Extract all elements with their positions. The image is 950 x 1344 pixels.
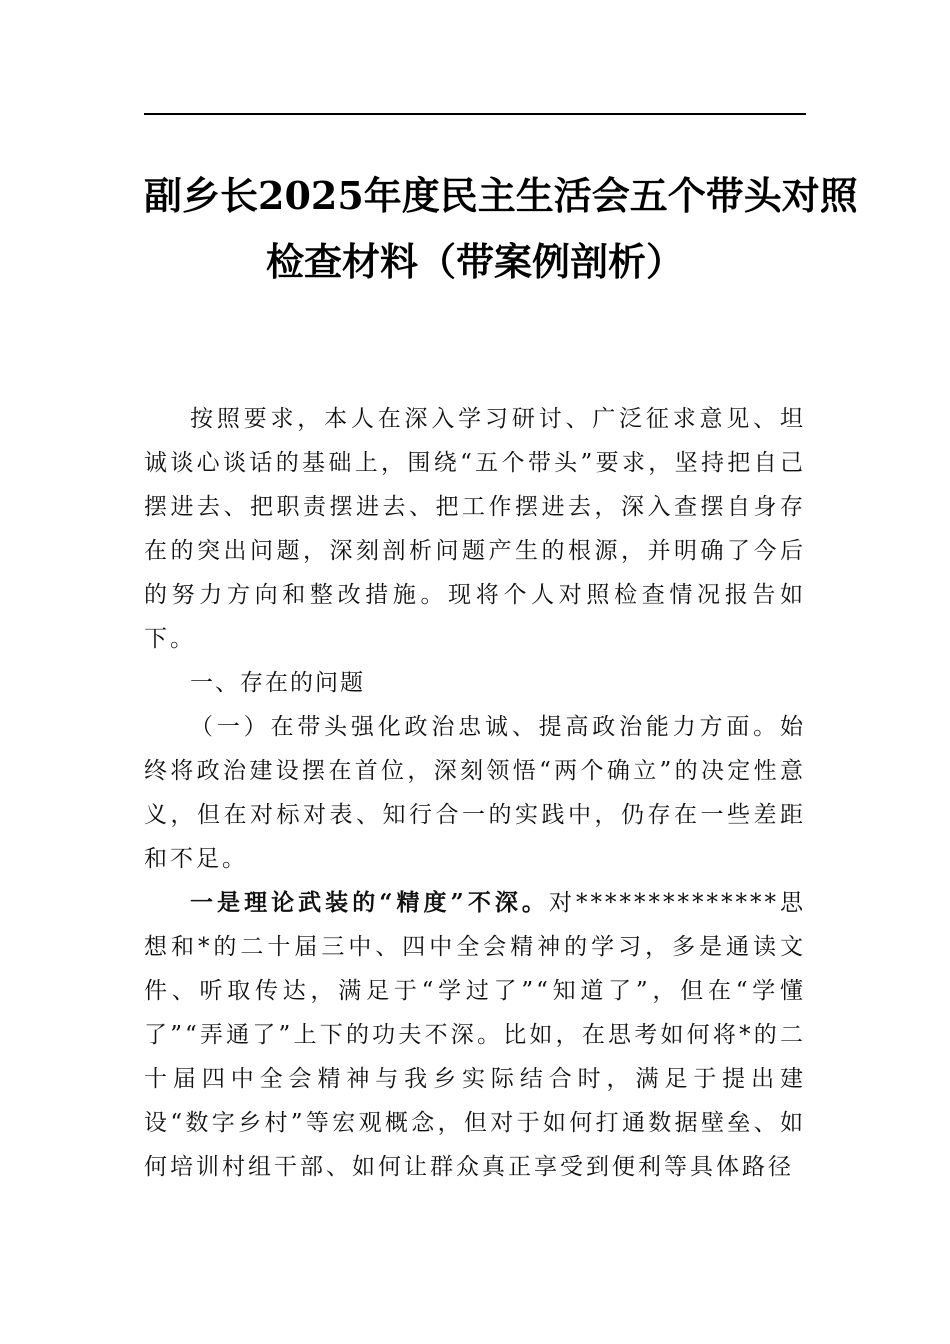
section-heading-problems: 一、存在的问题 — [190, 670, 365, 696]
point-1-text: 对**************思想和*的二十届三中、四中全会精神的学习，多是通读文件、听取传达，满足于“学过了”“知道了”，但在“学懂了”“弄通了”上下的功夫不深。比如，在思考如何将*的二十届四中全会精神与我乡实际结合时，满足于提出建设“数字乡村”等宏观概念，但对于如何打通数据壁垒、如何培训村组干部、如何让群众真正享受到便利等具体路径 — [144, 890, 807, 1180]
subsection-1-paragraph — [144, 705, 806, 881]
point-1-lead: 一是理论武装的“精度”不深。 — [190, 889, 549, 916]
header-rule — [144, 113, 806, 115]
document-title — [144, 163, 858, 295]
subsection-1-lead: （一）在带头强化政治忠诚、提高政治能力方面。 — [190, 714, 780, 740]
subsection-1-text: 始终将政治建设摆在首位，深刻领悟“两个确立”的决定性意义，但在对标对表、知行合一的实践中，仍存在一些差距和不足。 — [144, 714, 806, 872]
point-1-paragraph — [144, 881, 806, 1189]
intro-paragraph: 按照要求，本人在深入学习研讨、广泛征求意见、坦诚谈心谈话的基础上，围绕“五个带头”要求，坚持把自己摆进去、把职责摆进去、把工作摆进去，深入查摆自身存在的突出问题，深刻剖析问题产生的根源，并明确了今后的努力方向和整改措施。现将个人对照检查情况报告如下。 — [144, 406, 806, 652]
document-body — [144, 397, 806, 1189]
title-line-1: 副乡长2025年度民主生活会五个带头对照 — [144, 173, 858, 218]
title-line-2: 检查材料（带案例剖析） — [265, 239, 684, 284]
